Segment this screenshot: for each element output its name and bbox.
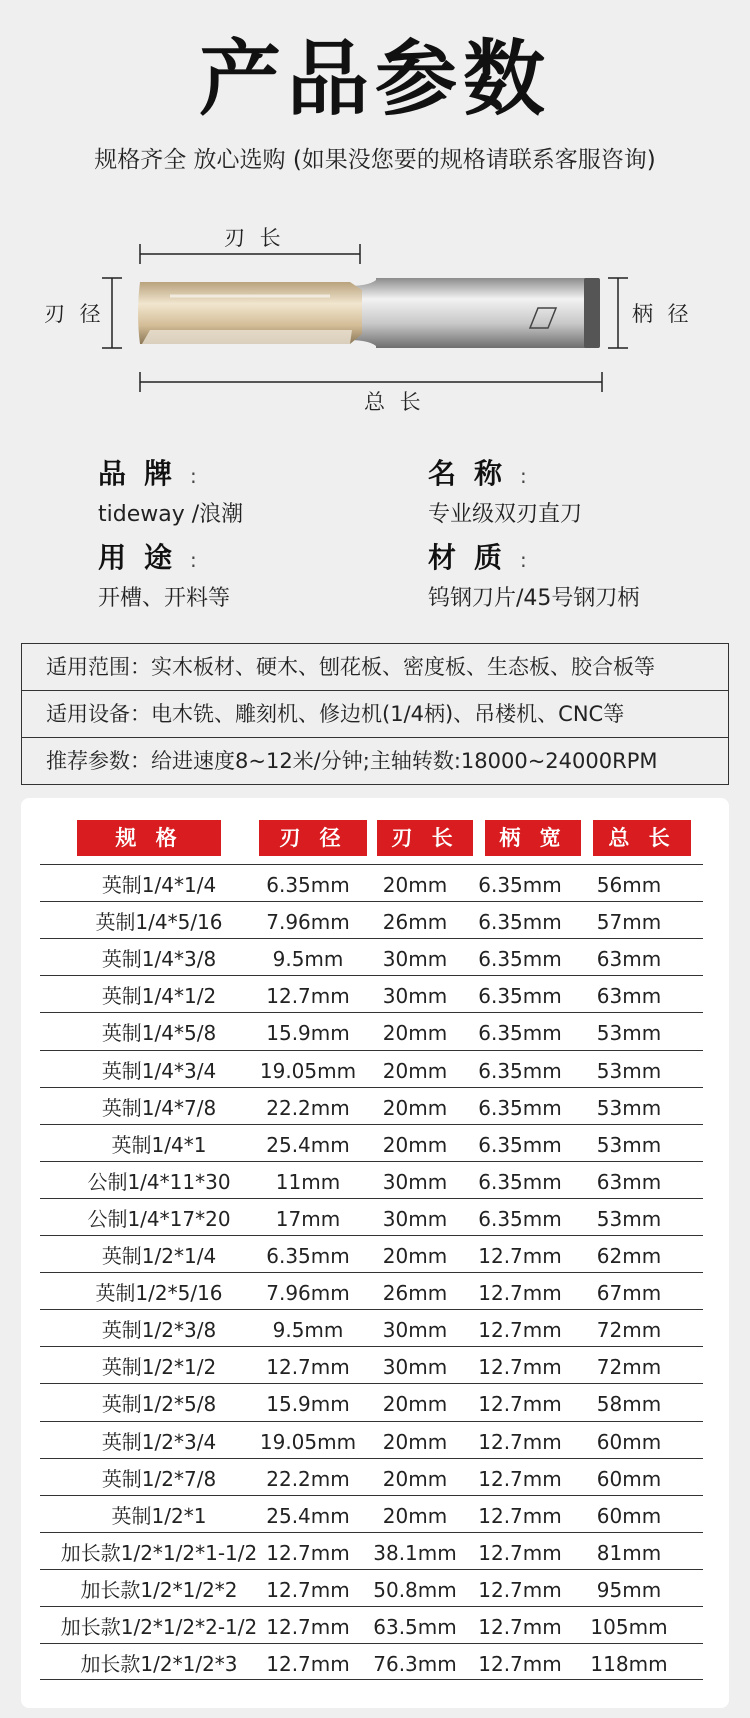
table-row — [40, 1235, 703, 1272]
cell-blade-length: 20mm — [382, 1021, 448, 1046]
cell-spec: 英制1/4*5/16 — [95, 910, 223, 935]
cell-blade-diameter: 25.4mm — [266, 1503, 350, 1528]
cell-spec: 英制1/2*5/8 — [101, 1392, 217, 1417]
cell-total-length: 118mm — [590, 1652, 668, 1677]
spec-table-header — [21, 820, 729, 856]
header-shank-width: 柄 宽 — [485, 820, 581, 856]
cell-blade-length: 50.8mm — [373, 1577, 457, 1602]
cell-shank-width: 6.35mm — [478, 947, 562, 972]
cell-shank-width: 12.7mm — [478, 1577, 562, 1602]
table-row — [40, 901, 703, 938]
cell-spec: 英制1/4*1/4 — [101, 873, 217, 897]
cell-spec: 英制1/4*7/8 — [101, 1095, 217, 1120]
cell-blade-diameter: 19.05mm — [259, 1058, 357, 1083]
table-row — [40, 1346, 703, 1383]
cell-total-length: 63mm — [596, 947, 662, 972]
use-info: 用途: 开槽、开料等 — [98, 540, 230, 616]
name-value: 专业级双刃直刀 — [428, 502, 583, 527]
cell-total-length: 60mm — [596, 1429, 662, 1454]
cell-total-length: 72mm — [596, 1318, 662, 1343]
cell-total-length: 53mm — [596, 1021, 662, 1046]
cell-shank-width: 12.7mm — [478, 1392, 562, 1417]
cell-total-length: 62mm — [596, 1244, 662, 1268]
header-total-length: 总 长 — [593, 820, 691, 856]
total-length-label: 总 长 — [364, 390, 425, 414]
cell-spec: 公制1/4*11*30 — [87, 1169, 231, 1194]
table-row — [40, 1421, 703, 1458]
cell-blade-diameter: 15.9mm — [266, 1392, 350, 1417]
cell-total-length: 63mm — [596, 1169, 662, 1194]
cell-blade-length: 20mm — [382, 1095, 448, 1120]
use-label: 用途 — [98, 541, 191, 574]
cell-blade-diameter: 9.5mm — [272, 1318, 344, 1343]
brand-label: 品牌 — [98, 457, 191, 490]
cell-blade-length: 20mm — [382, 1392, 448, 1417]
cell-shank-width: 12.7mm — [478, 1652, 562, 1677]
cell-total-length: 56mm — [596, 873, 662, 897]
table-row — [40, 1383, 703, 1420]
cell-spec: 英制1/4*1/2 — [101, 984, 217, 1009]
cell-blade-length: 20mm — [382, 1058, 448, 1083]
cell-spec: 英制1/2*7/8 — [101, 1466, 217, 1491]
table-row — [40, 1198, 703, 1235]
cell-total-length: 72mm — [596, 1355, 662, 1380]
page-title: 产品参数 — [198, 32, 551, 127]
cell-spec: 加长款1/2*1/2*1-1/2 — [60, 1540, 258, 1565]
cell-shank-width: 6.35mm — [478, 1169, 562, 1194]
cell-total-length: 57mm — [596, 910, 662, 935]
cell-blade-diameter: 17mm — [275, 1206, 341, 1231]
table-row — [40, 1050, 703, 1087]
cell-spec: 英制1/2*5/16 — [95, 1281, 223, 1306]
brand-value: tideway /浪潮 — [98, 502, 244, 527]
table-row — [40, 975, 703, 1012]
cell-blade-diameter: 11mm — [275, 1169, 341, 1194]
cell-blade-length: 30mm — [382, 947, 448, 972]
cell-spec: 英制1/2*1/2 — [101, 1355, 217, 1380]
cell-spec: 英制1/4*5/8 — [101, 1021, 217, 1046]
product-diagram — [0, 210, 750, 420]
cell-blade-length: 38.1mm — [373, 1540, 457, 1565]
cell-blade-diameter: 12.7mm — [266, 1615, 350, 1639]
cell-total-length: 63mm — [596, 984, 662, 1009]
cell-total-length: 53mm — [596, 1058, 662, 1083]
cell-shank-width: 6.35mm — [478, 910, 562, 935]
cell-blade-diameter: 6.35mm — [266, 873, 350, 897]
table-row — [40, 1643, 703, 1680]
table-row — [40, 1569, 703, 1606]
usage-scope: 适用范围：实木板材、硬木、刨花板、密度板、生态板、胶合板等 — [22, 644, 728, 691]
cell-blade-length: 30mm — [382, 1169, 448, 1194]
cell-shank-width: 12.7mm — [478, 1615, 562, 1639]
cell-shank-width: 12.7mm — [478, 1503, 562, 1528]
table-row — [40, 1532, 703, 1569]
cell-total-length: 105mm — [590, 1615, 668, 1639]
cell-spec: 英制1/4*1 — [111, 1132, 207, 1157]
cell-shank-width: 12.7mm — [478, 1540, 562, 1565]
table-row — [40, 1458, 703, 1495]
cell-spec: 英制1/4*3/4 — [101, 1058, 217, 1083]
cell-shank-width: 6.35mm — [478, 1021, 562, 1046]
cell-total-length: 67mm — [596, 1281, 662, 1306]
cell-spec: 英制1/2*1 — [111, 1503, 207, 1528]
table-row — [40, 1012, 703, 1049]
cell-blade-length: 20mm — [382, 1132, 448, 1157]
shank-diameter-label: 柄 径 — [632, 302, 693, 326]
cell-blade-diameter: 12.7mm — [266, 984, 350, 1009]
table-row — [40, 1309, 703, 1346]
table-row — [40, 864, 703, 901]
cell-spec: 英制1/2*3/8 — [101, 1318, 217, 1343]
header-blade-diameter: 刃 径 — [259, 820, 367, 856]
cell-total-length: 60mm — [596, 1466, 662, 1491]
cell-blade-diameter: 7.96mm — [266, 1281, 350, 1306]
cell-blade-diameter: 12.7mm — [266, 1577, 350, 1602]
cell-spec: 加长款1/2*1/2*2 — [80, 1577, 238, 1602]
header-blade-length: 刃 长 — [377, 820, 473, 856]
name-info: 名称: 专业级双刃直刀 — [428, 456, 582, 532]
use-value: 开槽、开料等 — [98, 586, 231, 611]
cell-blade-length: 20mm — [382, 1466, 448, 1491]
cell-blade-length: 20mm — [382, 1244, 448, 1268]
cell-shank-width: 12.7mm — [478, 1281, 562, 1306]
cell-total-length: 60mm — [596, 1503, 662, 1528]
cell-blade-diameter: 12.7mm — [266, 1355, 350, 1380]
material-value: 钨钢刀片/45号钢刀柄 — [428, 586, 640, 611]
cell-blade-length: 20mm — [382, 873, 448, 897]
cell-blade-diameter: 12.7mm — [266, 1652, 350, 1677]
cell-blade-diameter: 22.2mm — [266, 1466, 350, 1491]
cell-shank-width: 12.7mm — [478, 1466, 562, 1491]
product-info — [0, 448, 750, 618]
cell-blade-length: 76.3mm — [373, 1652, 457, 1677]
cell-spec: 公制1/4*17*20 — [87, 1206, 231, 1231]
cell-shank-width: 12.7mm — [478, 1318, 562, 1343]
table-row — [40, 1606, 703, 1643]
table-row — [40, 1087, 703, 1124]
brand-info: 品牌: tideway /浪潮 — [98, 456, 243, 532]
name-label: 名称 — [428, 457, 521, 490]
cell-shank-width: 6.35mm — [478, 873, 562, 897]
cell-spec: 英制1/2*3/4 — [101, 1429, 217, 1454]
cell-blade-length: 63.5mm — [373, 1615, 457, 1639]
cell-spec: 英制1/4*3/8 — [101, 947, 217, 972]
blade-diameter-label: 刃 径 — [44, 302, 105, 326]
cell-total-length: 53mm — [596, 1206, 662, 1231]
cell-total-length: 53mm — [596, 1095, 662, 1120]
cell-total-length: 53mm — [596, 1132, 662, 1157]
usage-equipment: 适用设备：电木铣、雕刻机、修边机(1/4柄)、吊楼机、CNC等 — [22, 691, 728, 738]
cell-shank-width: 6.35mm — [478, 1206, 562, 1231]
cell-blade-length: 26mm — [382, 1281, 448, 1306]
header-spec: 规 格 — [77, 820, 221, 856]
cell-blade-length: 20mm — [382, 1429, 448, 1454]
cell-blade-length: 30mm — [382, 1206, 448, 1231]
cell-blade-length: 30mm — [382, 1355, 448, 1380]
cell-blade-diameter: 22.2mm — [266, 1095, 350, 1120]
cell-shank-width: 12.7mm — [478, 1244, 562, 1268]
cell-total-length: 95mm — [596, 1577, 662, 1602]
cell-shank-width: 6.35mm — [478, 1095, 562, 1120]
cell-blade-diameter: 12.7mm — [266, 1540, 350, 1565]
cell-spec: 加长款1/2*1/2*2-1/2 — [60, 1615, 258, 1639]
cell-shank-width: 6.35mm — [478, 1058, 562, 1083]
cell-shank-width: 12.7mm — [478, 1355, 562, 1380]
cell-blade-diameter: 25.4mm — [266, 1132, 350, 1157]
cell-blade-diameter: 15.9mm — [266, 1021, 350, 1046]
cell-shank-width: 12.7mm — [478, 1429, 562, 1454]
cell-blade-diameter: 7.96mm — [266, 910, 350, 935]
material-label: 材质 — [428, 541, 521, 574]
spec-table — [21, 798, 729, 1708]
cell-shank-width: 6.35mm — [478, 984, 562, 1009]
material-info: 材质: 钨钢刀片/45号钢刀柄 — [428, 540, 639, 616]
cell-spec: 加长款1/2*1/2*3 — [80, 1652, 238, 1677]
cell-blade-length: 26mm — [382, 910, 448, 935]
cell-blade-diameter: 19.05mm — [259, 1429, 357, 1454]
cell-blade-length: 30mm — [382, 984, 448, 1009]
cell-blade-diameter: 6.35mm — [266, 1244, 350, 1268]
usage-params: 推荐参数：给进速度8~12米/分钟;主轴转数:18000~24000RPM — [46, 749, 658, 773]
cell-blade-length: 30mm — [382, 1318, 448, 1343]
table-row — [40, 1272, 703, 1309]
page-subtitle: 规格齐全 放心选购 (如果没您要的规格请联系客服咨询) — [94, 147, 656, 173]
table-row — [40, 938, 703, 975]
cell-total-length: 58mm — [596, 1392, 662, 1417]
usage-box — [21, 643, 729, 785]
cell-shank-width: 6.35mm — [478, 1132, 562, 1157]
cell-blade-diameter: 9.5mm — [272, 947, 344, 972]
table-row — [40, 1124, 703, 1161]
cell-total-length: 81mm — [596, 1540, 662, 1565]
table-row — [40, 1495, 703, 1532]
table-row — [40, 1161, 703, 1198]
cell-blade-length: 20mm — [382, 1503, 448, 1528]
cell-spec: 英制1/2*1/4 — [101, 1244, 217, 1268]
blade-length-label: 刃 长 — [224, 226, 285, 250]
